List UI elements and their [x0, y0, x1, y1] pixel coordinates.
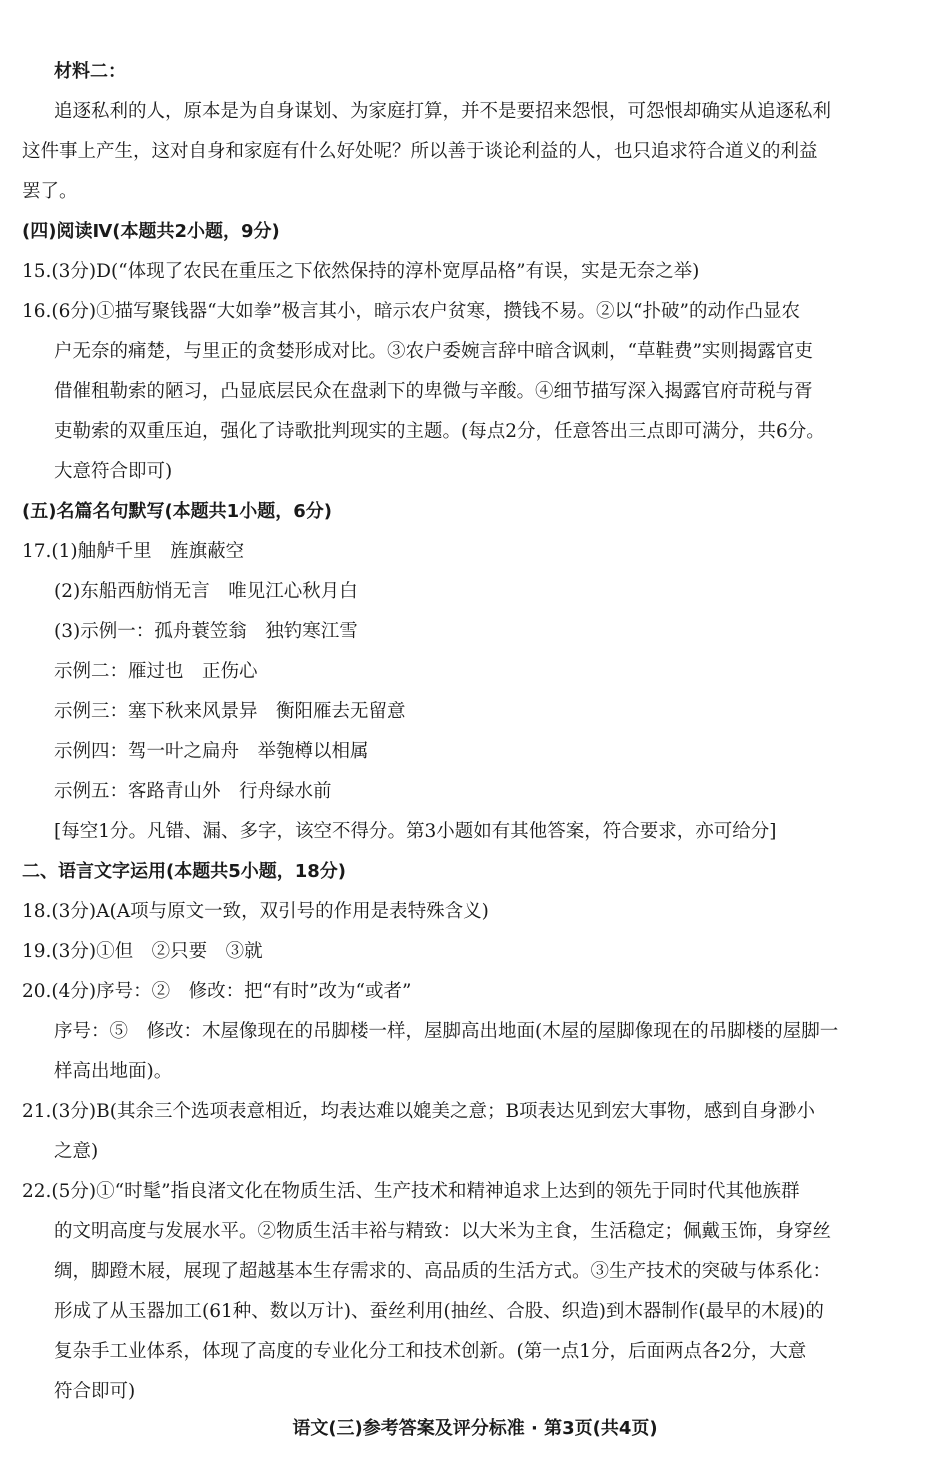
answer-20-line: 样高出地面)。	[54, 1061, 173, 1082]
answer-22-line: 的文明高度与发展水平。②物质生活丰裕与精致：以大米为主食，生活稳定；佩戴玉饰，身穿丝	[54, 1221, 832, 1242]
answer-17: 17.(1)舳舻千里 旌旗蔽空	[22, 541, 245, 562]
answer-22-line: 形成了从玉器加工(61种、数以万计)、蚕丝利用(抽丝、合股、织造)到木器制作(最早的木屐)的	[54, 1301, 824, 1322]
answer-16: 16.(6分)①描写聚钱器“大如拳”极言其小，暗示农户贫寒，攒钱不易。②以“扑破”的动作凸显农	[22, 301, 800, 322]
answer-22-line: 符合即可)	[54, 1381, 136, 1402]
answer-17-example: 示例二：雁过也 正伤心	[54, 661, 258, 682]
section-heading-recitation: (五)名篇名句默写(本题共1小题，6分)	[22, 501, 332, 522]
answer-19: 19.(3分)①但 ②只要 ③就	[22, 941, 263, 962]
answer-17-scoring-note: [每空1分。凡错、漏、多字，该空不得分。第3小题如有其他答案，符合要求，亦可给分]	[54, 821, 777, 842]
answer-16-line: 户无奈的痛楚，与里正的贪婪形成对比。③农户委婉言辞中暗含讽刺，“草鞋费”实则揭露官吏	[54, 341, 813, 362]
answer-21-line: 之意)	[54, 1141, 99, 1162]
answer-22-line: 绸，脚蹬木屐，展现了超越基本生存需求的、高品质的生活方式。③生产技术的突破与体系化：	[54, 1261, 832, 1282]
answer-22: 22.(5分)①“时髦”指良渚文化在物质生活、生产技术和精神追求上达到的领先于同时代其他族群	[22, 1181, 800, 1202]
answer-16-line: 大意符合即可)	[54, 461, 173, 482]
answer-15: 15.(3分)D(“体现了农民在重压之下依然保持的淳朴宽厚品格”有误，实是无奈之举)	[22, 261, 700, 282]
answer-20-line: 序号：⑤ 修改：木屋像现在的吊脚楼一样，屋脚高出地面(木屋的屋脚像现在的吊脚楼的屋脚一	[54, 1021, 839, 1042]
material-two-heading: 材料二：	[54, 61, 126, 82]
paragraph-line: 罢了。	[22, 181, 78, 202]
answer-17-example: 示例五：客路青山外 行舟绿水前	[54, 781, 332, 802]
answer-20: 20.(4分)序号：② 修改：把“有时”改为“或者”	[22, 981, 412, 1002]
answer-16-line: 吏勒索的双重压迫，强化了诗歌批判现实的主题。(每点2分，任意答出三点即可满分，共6分。	[54, 421, 825, 442]
answer-17-example: 示例三：塞下秋来风景异 衡阳雁去无留意	[54, 701, 406, 722]
answer-22-line: 复杂手工业体系，体现了高度的专业化分工和技术创新。(第一点1分，后面两点各2分，大意	[54, 1341, 807, 1362]
answer-18: 18.(3分)A(A项与原文一致，双引号的作用是表特殊含义)	[22, 901, 489, 922]
paragraph-line: 追逐私利的人，原本是为自身谋划、为家庭打算，并不是要招来怨恨，可怨恨却确实从追逐私利	[54, 101, 832, 122]
answer-17-item: (3)示例一：孤舟蓑笠翁 独钓寒江雪	[54, 621, 358, 642]
section-heading-language-use: 二、语言文字运用(本题共5小题，18分)	[22, 861, 347, 882]
answer-17-item: (2)东船西舫悄无言 唯见江心秋月白	[54, 581, 358, 602]
answer-21: 21.(3分)B(其余三个选项表意相近，均表达难以媲美之意；B项表达见到宏大事物，感到自身渺小	[22, 1101, 816, 1122]
paragraph-line: 这件事上产生，这对自身和家庭有什么好处呢？所以善于谈论利益的人，也只追求符合道义的利益	[22, 141, 818, 162]
section-heading-reading-4: (四)阅读Ⅳ(本题共2小题，9分)	[22, 221, 280, 242]
answer-17-example: 示例四：驾一叶之扁舟 举匏樽以相属	[54, 741, 369, 762]
page-footer: 语文(三)参考答案及评分标准 · 第3页(共4页)	[292, 1418, 658, 1439]
answer-16-line: 借催租勒索的陋习，凸显底层民众在盘剥下的卑微与辛酸。④细节描写深入揭露官府苛税与胥	[54, 381, 813, 402]
